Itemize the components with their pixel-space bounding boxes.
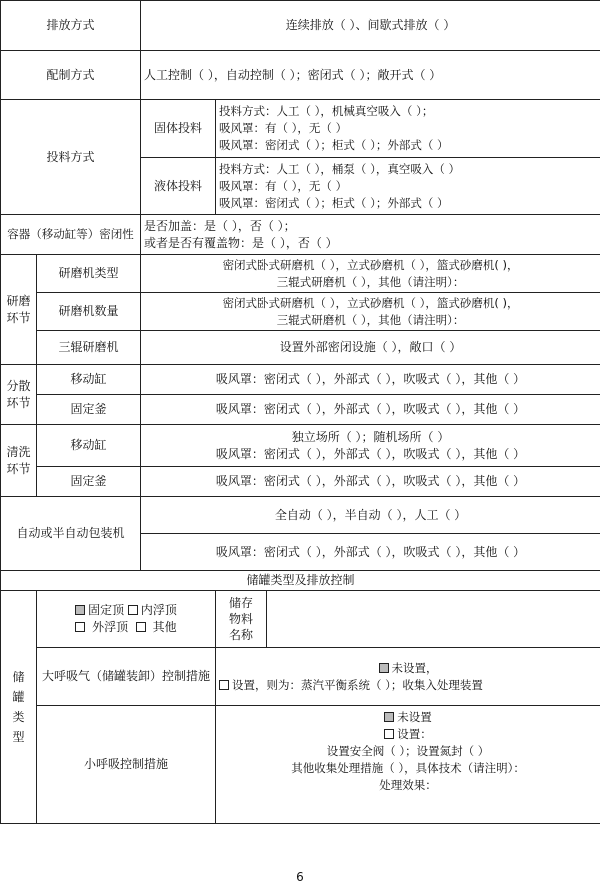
cleaning-mobile-label: 移动缸	[37, 425, 141, 467]
tank-type-label	[1, 591, 37, 824]
grinder-type-label: 研磨机类型	[37, 255, 141, 293]
discharge-options: 连续排放（ ）、间歇式排放（ ）	[141, 1, 600, 51]
dispersion-mobile-options: 吸风罩：密闭式（ ），外部式（ ），吹吸式（ ），其他（ ）	[141, 365, 600, 395]
outer-float-checkbox[interactable]	[75, 622, 85, 632]
dispersion-mobile-label: 移动缸	[37, 365, 141, 395]
dispersion-fixed-label: 固定釜	[37, 395, 141, 425]
page-number: 6	[296, 870, 304, 884]
cleaning-fixed-options: 吸风罩：密闭式（ ），外部式（ ），吹吸式（ ），其他（ ）	[141, 467, 600, 497]
dispersion-fixed-options: 吸风罩：密闭式（ ），外部式（ ），吹吸式（ ），其他（ ）	[141, 395, 600, 425]
large-none-checkbox[interactable]	[379, 663, 389, 673]
packaging-mode-options: 全自动（ ），半自动（ ），人工（ ）	[141, 497, 600, 534]
grinder-count-options: 密闭式卧式研磨机（ ），立式砂磨机（ ），篮式砂磨机( )， 三辊式研磨机（ ），其他（请注明）：	[141, 293, 600, 331]
liquid-feeding-options: 投料方式：人工（ ），桶泵（ ），真空吸入（ ） 吸风罩：有（ ），无（ ） 吸风罩：密闭式（ ）；柜式（ ）；外部式（ ）	[216, 158, 600, 215]
three-roll-options: 设置外部密闭设施（ ），敞口（ ）	[141, 331, 600, 365]
feeding-label: 投料方式	[1, 100, 141, 215]
prep-options: 人工控制（ ），自动控制（ ）；密闭式（ ）；敞开式（ ）	[141, 51, 600, 100]
solid-feeding-label: 固体投料	[141, 100, 216, 158]
inner-float-checkbox[interactable]	[128, 605, 138, 615]
cleaning-fixed-label: 固定釜	[37, 467, 141, 497]
stored-material-label: 储存 物料 名称	[216, 591, 267, 648]
tank-roof-options: 固定顶 内浮顶 外浮顶 其他	[37, 591, 216, 648]
tank-type-vertical-text: 储 罐 类 型	[12, 670, 25, 744]
packaging-hood-options: 吸风罩：密闭式（ ），外部式（ ），吹吸式（ ），其他（ ）	[141, 534, 600, 571]
liquid-feeding-label: 液体投料	[141, 158, 216, 215]
small-none-checkbox[interactable]	[384, 712, 394, 722]
grinding-label: 研磨环节	[1, 255, 37, 365]
fixed-roof-checkbox[interactable]	[75, 605, 85, 615]
grinder-count-label: 研磨机数量	[37, 293, 141, 331]
grinder-type-options: 密闭式卧式研磨机（ ），立式砂磨机（ ），篮式砂磨机( )， 三辊式研磨机（ ），其他（请注明）：	[141, 255, 600, 293]
small-breathing-options: 未设置 设置： 设置安全阀（ ）；设置氮封（ ） 其他收集处理措施（ ），具体技术（请注明）： 处理效果：	[216, 706, 600, 824]
prep-label: 配制方式	[1, 51, 141, 100]
container-seal-label: 容器（移动缸等）密闭性	[1, 215, 141, 255]
cleaning-mobile-options: 独立场所（ ）；随机场所（ ） 吸风罩：密闭式（ ），外部式（ ），吹吸式（ ），其他（ ）	[141, 425, 600, 467]
discharge-label: 排放方式	[1, 1, 141, 51]
tank-section-header: 储罐类型及排放控制	[1, 571, 600, 591]
three-roll-label: 三辊研磨机	[37, 331, 141, 365]
small-set-checkbox[interactable]	[384, 729, 394, 739]
stored-material-value[interactable]	[267, 591, 600, 648]
large-set-checkbox[interactable]	[219, 680, 229, 690]
solid-feeding-options: 投料方式：人工（ ），机械真空吸入（ ）； 吸风罩：有（ ），无（ ） 吸风罩：密闭式（ ）；柜式（ ）；外部式（ ）	[216, 100, 600, 158]
dispersion-label: 分散环节	[1, 365, 37, 425]
other-roof-checkbox[interactable]	[136, 622, 146, 632]
cleaning-label: 清洗环节	[1, 425, 37, 497]
large-breathing-options: 未设置， 设置，则为：蒸汽平衡系统（ ）；收集入处理装置	[216, 648, 600, 706]
small-breathing-label: 小呼吸控制措施	[37, 706, 216, 824]
large-breathing-label: 大呼吸气（储罐装卸）控制措施	[37, 648, 216, 706]
container-seal-options: 是否加盖：是（ ），否（ ）； 或者是否有覆盖物：是（ ），否（ ）	[141, 215, 600, 255]
packaging-label: 自动或半自动包装机	[1, 497, 141, 571]
